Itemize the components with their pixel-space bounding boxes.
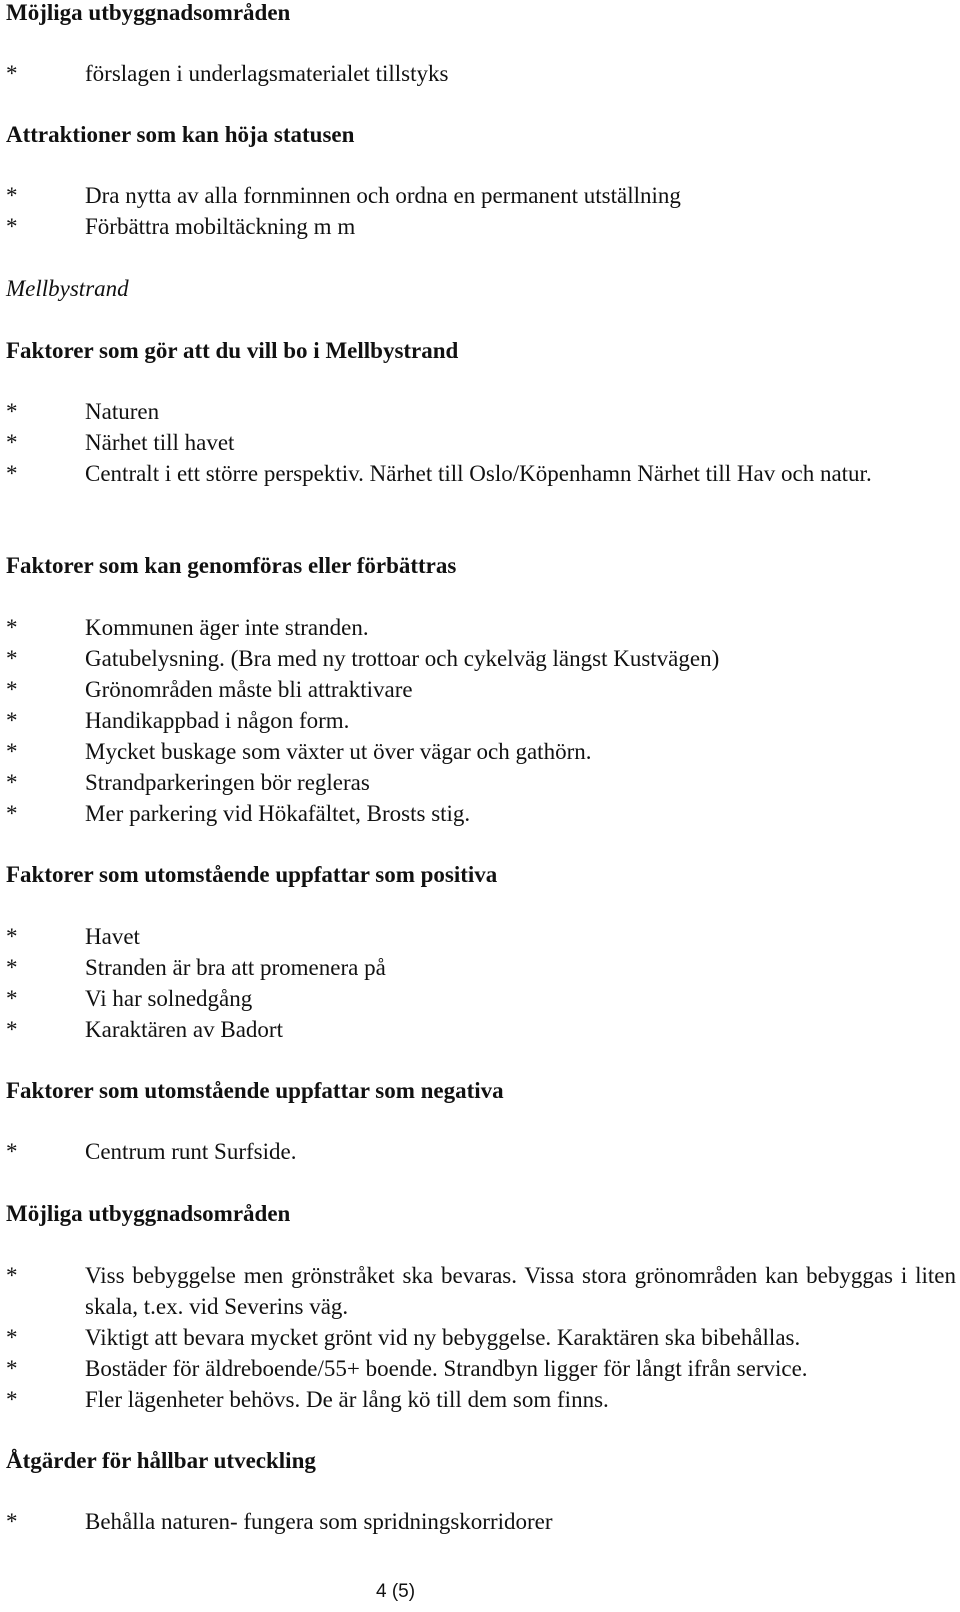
- section-heading: Attraktioner som kan höja statusen: [6, 122, 355, 147]
- list-item-text: Grönområden måste bli attraktivare: [85, 677, 413, 702]
- list-item-text: Mycket buskage som växter ut över vägar och gathörn.: [85, 739, 592, 764]
- section-heading: Faktorer som gör att du vill bo i Mellbystrand: [6, 338, 459, 363]
- list-item-text: förslagen i underlagsmaterialet tillstyks: [85, 61, 449, 86]
- bullet-marker: *: [6, 61, 18, 86]
- bullet-marker: *: [6, 646, 18, 671]
- bullet-marker: *: [6, 214, 18, 239]
- bullet-marker: *: [6, 924, 18, 949]
- bullet-marker: *: [6, 1139, 18, 1164]
- list-item-text: Förbättra mobiltäckning m m: [85, 214, 356, 239]
- list-item-text: Gatubelysning. (Bra med ny trottoar och cykelväg längst Kustvägen): [85, 646, 720, 671]
- list-item-text: Viktigt att bevara mycket grönt vid ny bebyggelse. Karaktären ska bibehållas.: [85, 1325, 801, 1350]
- bullet-marker: *: [6, 708, 18, 733]
- bullet-marker: *: [6, 1356, 18, 1381]
- section-heading: Faktorer som kan genomföras eller förbättras: [6, 553, 457, 578]
- bullet-marker: *: [6, 1325, 18, 1350]
- list-item-text: Fler lägenheter behövs. De är lång kö till dem som finns.: [85, 1387, 609, 1412]
- list-item-text: Dra nytta av alla fornminnen och ordna en permanent utställning: [85, 183, 681, 208]
- bullet-marker: *: [6, 955, 18, 980]
- list-item-text: Naturen: [85, 399, 160, 424]
- bullet-marker: *: [6, 1387, 18, 1412]
- bullet-marker: *: [6, 399, 18, 424]
- bullet-marker: *: [6, 677, 18, 702]
- list-item-text: Närhet till havet: [85, 430, 235, 455]
- section-heading: Möjliga utbyggnadsområden: [6, 0, 291, 25]
- list-item-text: Vi har solnedgång: [85, 986, 253, 1011]
- bullet-marker: *: [6, 461, 18, 486]
- list-item-text: Karaktären av Badort: [85, 1017, 283, 1042]
- bullet-marker: *: [6, 430, 18, 455]
- section-heading: Faktorer som utomstående uppfattar som positiva: [6, 862, 498, 887]
- section-heading: Möjliga utbyggnadsområden: [6, 1201, 291, 1226]
- section-heading: Faktorer som utomstående uppfattar som negativa: [6, 1078, 504, 1103]
- page-number: 4 (5): [376, 1581, 416, 1602]
- list-item-text: Stranden är bra att promenera på: [85, 955, 386, 980]
- list-item-text: Kommunen äger inte stranden.: [85, 615, 369, 640]
- list-item-text: Handikappbad i någon form.: [85, 708, 350, 733]
- bullet-marker: *: [6, 801, 18, 826]
- list-item-text: Bostäder för äldreboende/55+ boende. Strandbyn ligger för långt ifrån service.: [85, 1356, 808, 1381]
- list-item-text: Centralt i ett större perspektiv. Närhet till Oslo/Köpenhamn Närhet till Hav och natur.: [85, 461, 872, 486]
- bullet-marker: *: [6, 986, 18, 1011]
- bullet-marker: *: [6, 183, 18, 208]
- list-item-text: Strandparkeringen bör regleras: [85, 770, 370, 795]
- place-heading: Mellbystrand: [6, 276, 129, 301]
- bullet-marker: *: [6, 770, 18, 795]
- bullet-marker: *: [6, 739, 18, 764]
- bullet-marker: *: [6, 1263, 18, 1288]
- bullet-marker: *: [6, 1509, 18, 1534]
- list-item-text: Behålla naturen- fungera som spridningskorridorer: [85, 1509, 553, 1534]
- section-heading: Åtgärder för hållbar utveckling: [6, 1448, 316, 1473]
- bullet-marker: *: [6, 1017, 18, 1042]
- list-item-text: Havet: [85, 924, 140, 949]
- bullet-marker: *: [6, 615, 18, 640]
- list-item-text: Centrum runt Surfside.: [85, 1139, 297, 1164]
- list-item-text: Viss bebyggelse men grönstråket ska bevaras. Vissa stora grönområden kan bebyggas i liten skala, t.ex. vid Severins väg.: [85, 1263, 956, 1319]
- list-item-text: Mer parkering vid Hökafältet, Brosts stig.: [85, 801, 471, 826]
